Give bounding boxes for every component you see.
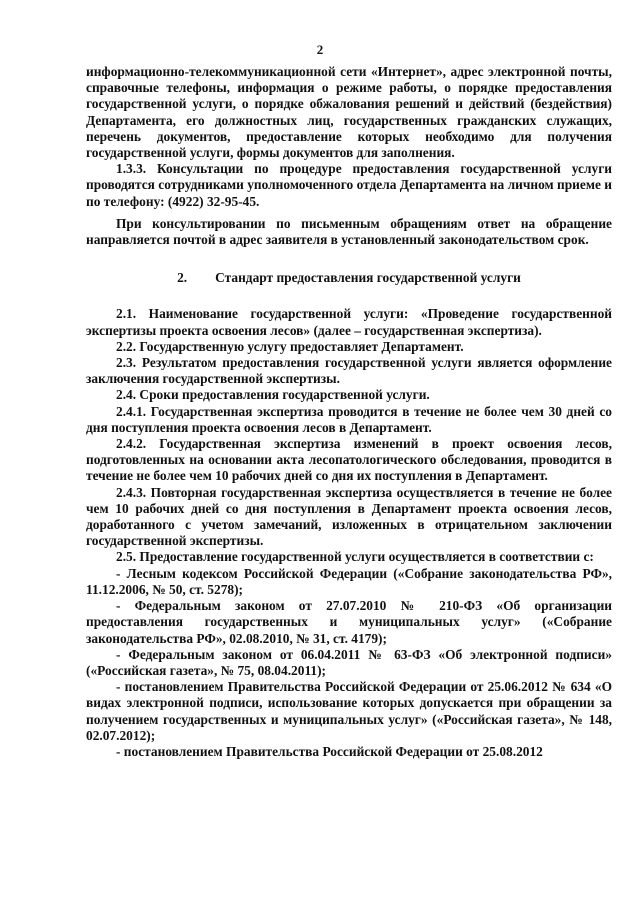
section-number: 2.	[177, 270, 188, 286]
section-title: Стандарт предоставления государственной услуги	[215, 270, 521, 286]
paragraph-2-4-3: 2.4.3. Повторная государственная экспертиза осуществляется в течение не более чем 10 рабочих дней со дня поступления в Департамент проекта освоения лесов, доработанного с учетом замечаний, изложенных в отрицательном заключении государственной экспертизы.	[86, 484, 612, 549]
list-item-law-63: - Федеральным законом от 06.04.2011 № 63-ФЗ «Об электронной подписи» («Российская газета», № 75, 08.04.2011);	[86, 646, 612, 678]
paragraph-1-3-3: 1.3.3. Консультации по процедуре предоставления государственной услуги проводятся сотрудниками уполномоченного отдела Департамента на личном приеме и по телефону: (4922) 32-95-45.	[86, 161, 612, 209]
paragraph-2-2: 2.2. Государственную услугу предоставляет Департамент.	[116, 338, 464, 354]
section-heading	[86, 270, 612, 286]
paragraph-2-4-1: 2.4.1. Государственная экспертиза проводится в течение не более чем 30 дней со дня поступления проекта освоения лесов в Департамент.	[86, 403, 612, 435]
paragraph-2-4: 2.4. Сроки предоставления государственной услуги.	[116, 387, 430, 403]
paragraph-2-5: 2.5. Предоставление государственной услуги осуществляется в соответствии с:	[116, 549, 594, 565]
paragraph-2-1: 2.1. Наименование государственной услуги: «Проведение государственной экспертизы проекта освоения лесов» (далее – государственная экспертиза).	[86, 306, 612, 338]
page-number: 2	[316, 42, 324, 57]
list-item-resolution-634: - постановлением Правительства Российской Федерации от 25.06.2012 № 634 «О видах электронной подписи, использование которых допускается при обращении за получением государственных и муниципальных услуг» («Российская газета», № 148, 02.07.2012);	[86, 679, 612, 743]
list-item-forest-code: - Лесным кодексом Российской Федерации («Собрание законодательства РФ», 11.12.2006, № 50, ст. 5278);	[86, 565, 612, 597]
list-item-resolution-2012: - постановлением Правительства Российской Федерации от 25.08.2012	[116, 743, 543, 759]
list-item-law-210: - Федеральным законом от 27.07.2010 № 210-ФЗ «Об организации предоставления государственных и муниципальных услуг» («Собрание законодательства РФ», 02.08.2010, № 31, ст. 4179);	[86, 598, 612, 646]
paragraph-2-4-2: 2.4.2. Государственная экспертиза изменений в проект освоения лесов, подготовленных на основании акта лесопатологического обследования, проводится в течение не более чем 10 рабочих дней со дня их поступления в Департамент.	[86, 436, 612, 484]
paragraph-written-requests: При консультировании по письменным обращениям ответ на обращение направляется почтой в адрес заявителя в установленный законодательством срок.	[86, 215, 612, 248]
document-body	[86, 64, 612, 760]
paragraph-2-3: 2.3. Результатом предоставления государственной услуги является оформление заключения государственной экспертизы.	[86, 355, 612, 387]
paragraph-contacts-info: информационно-телекоммуникационной сети «Интернет», адрес электронной почты, справочные телефоны, информация о режиме работы, о порядке предоставления государственной услуги, о порядке обжалования решений и действий (бездействия) Департамента, его должностных лиц, государственных гражданских служащих, перечень документов, предоставление которых необходимо для получения государственной услуги, формы документов для заполнения.	[86, 64, 612, 161]
